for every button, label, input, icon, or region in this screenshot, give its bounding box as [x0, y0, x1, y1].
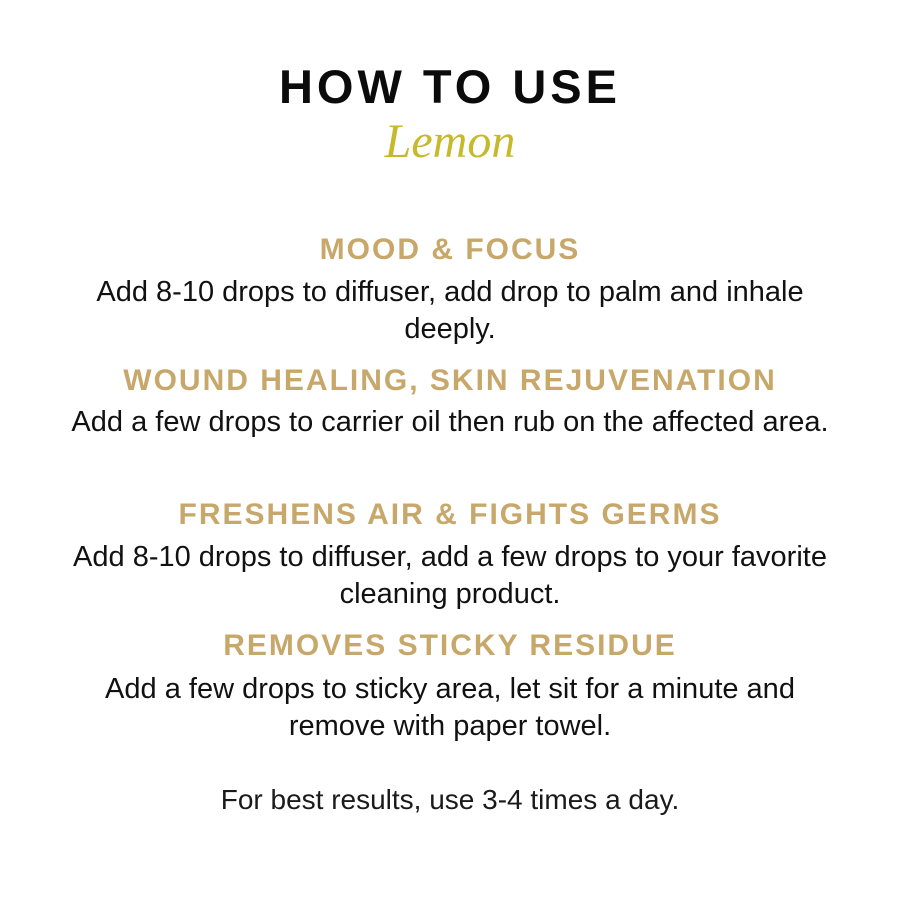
section-heading-wound-healing: WOUND HEALING, SKIN REJUVENATION [123, 364, 777, 397]
section-text-mood-focus: Add 8-10 drops to diffuser, add drop to palm and inhale deeply. [96, 276, 804, 345]
section-heading-freshens-air: FRESHENS AIR & FIGHTS GERMS [178, 498, 722, 531]
section-text-wound-healing: Add a few drops to carrier oil then rub on the affected area. [71, 406, 829, 438]
section-text-sticky-residue: Add a few drops to sticky area, let sit for a minute and remove with paper towel. [105, 673, 795, 742]
section-heading-sticky-residue: REMOVES STICKY RESIDUE [223, 629, 677, 662]
section-heading-mood-focus: MOOD & FOCUS [319, 233, 581, 266]
section-text-freshens-air: Add 8-10 drops to diffuser, add a few drops to your favorite cleaning product. [73, 541, 827, 610]
product-name: Lemon [384, 115, 516, 168]
usage-note: For best results, use 3-4 times a day. [220, 784, 680, 815]
page-title: HOW TO USE [278, 60, 622, 113]
